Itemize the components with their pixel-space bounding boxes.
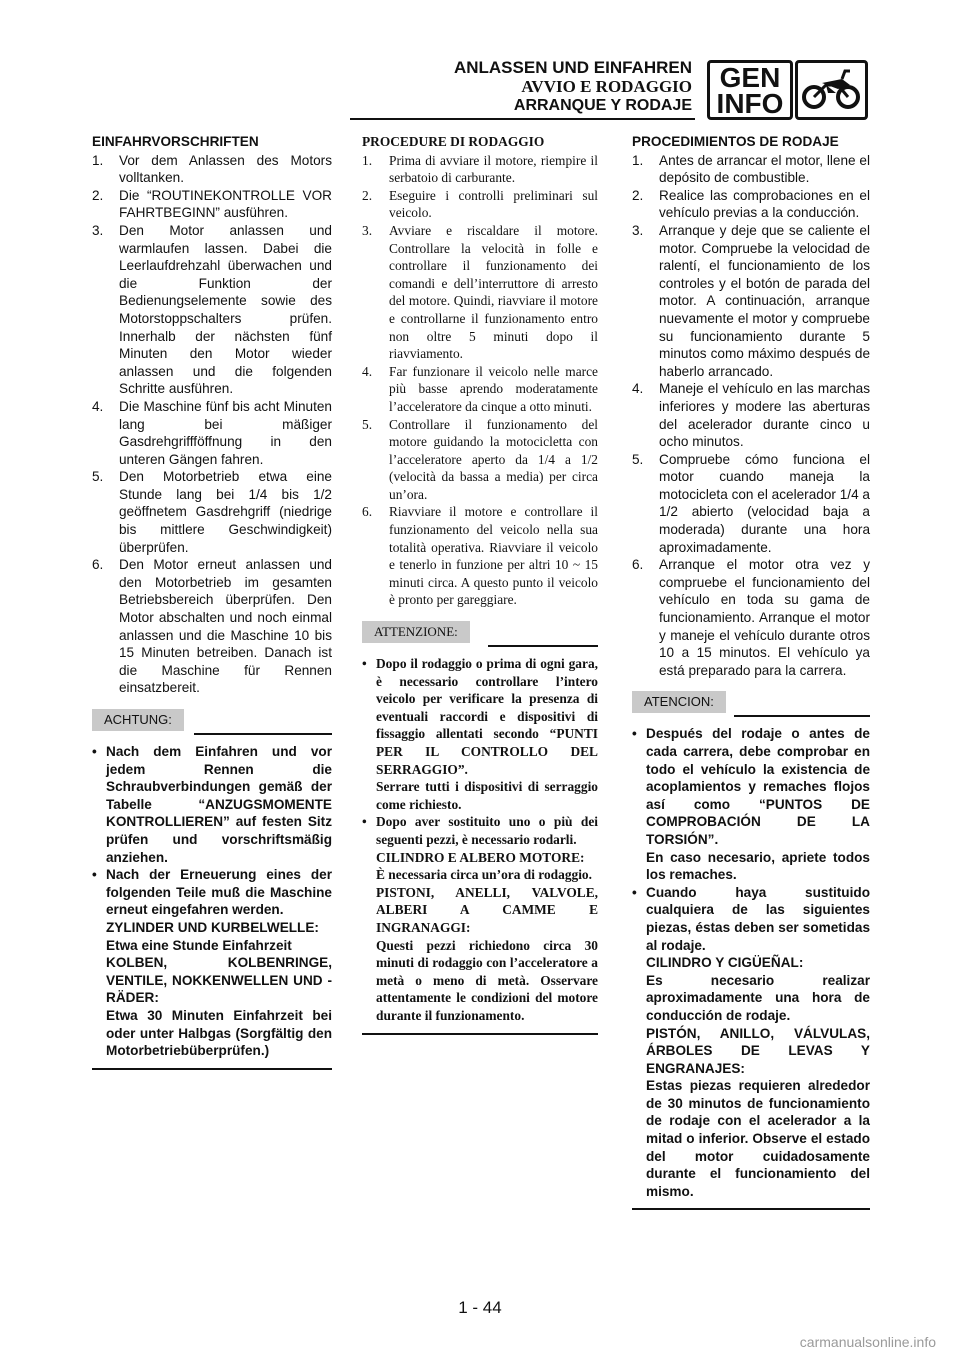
caution-rule (488, 645, 598, 647)
section-title-de: ANLASSEN UND EINFAHREN (453, 58, 692, 77)
caution-end-rule (92, 1068, 332, 1070)
list-item: 4. Far funzionare il veicolo nelle marce più basse aprendo moderatamente l’acceleratore da cinque a otto minuti. (362, 363, 598, 414)
procedure-steps (632, 152, 870, 680)
list-item: 1. Vor dem Anlassen des Motors volltanken. (92, 152, 332, 186)
caution-end-rule (362, 1033, 598, 1035)
list-item: 1. Antes de arrancar el motor, llene el depósito de combustible. (632, 152, 870, 186)
caution-rule (734, 715, 870, 717)
list-item: 1. Prima di avviare il motore, riempire il serbatoio di carburante. (362, 152, 598, 186)
list-item: 4. Die Maschine fünf bis acht Minuten lang bei mäßiger Gasdrehgriffföffnung in den unteren Gängen fahren. (92, 398, 332, 467)
list-item: 6. Den Motor erneut anlassen und den Motorbetrieb im gesamten Betriebsbereich überprüfen. Den Motor abschalten und noch einmal anlassen und die Maschine 10 bis 15 Minuten betreiben. Danach ist die Maschine für Rennen einsatzbereit. (92, 557, 332, 696)
motorcycle-icon (798, 63, 865, 117)
list-item: 5. Controllare il funzionamento del motore guidando la motocicletta con l’acceleratore aperto da 1/4 a 1/2 (velocità da bassa a media) per circa un’ora. (362, 416, 598, 502)
list-item: 2. Realice las comprobaciones en el vehículo previas a la conducción. (632, 187, 870, 221)
column-italian (362, 133, 598, 1035)
procedure-title: PROCEDURE DI RODAGGIO (362, 134, 545, 149)
list-item: 5. Compruebe cómo funciona el motor cuando maneja la motocicleta con el acelerador 1/4 a 1/2 abierto (velocidad baja a moderada) durante una hora aproximadamente. (632, 451, 870, 555)
caution-list (632, 725, 870, 1200)
list-item: 3. Avviare e riscaldare il motore. Controllare la velocità in folle e controllare il funzionamento dei comandi e dell’interruttore di arresto del motore. Quindi, riavviare il motore e controllarne il funzionamento entro non oltre 5 minuti dopo il riavviamento. (362, 222, 598, 362)
list-item: 4. Maneje el vehículo en las marchas inferiores y modere las aberturas del acelerador durante cinco u ocho minutos. (632, 381, 870, 450)
list-item: • Dopo aver sostituito uno o più dei seguenti pezzi, è necessario rodarli. CILINDRO E ALBERO MOTORE: È necessaria circa un’ora di rodaggio. PISTONI, ANELLI, VALVOLE, ALBERI A CAMME E INGRANAGGI: Questi pezzi richiedono circa 30 minuti di rodaggio con l’acceleratore a metà o meno di metà. Osservare attentamente le condizioni del motore durante il funzionamento. (362, 813, 598, 1024)
procedure-title: PROCEDIMIENTOS DE RODAJE (632, 134, 839, 149)
motorcycle-icon-box (795, 60, 868, 120)
section-titles (454, 58, 692, 115)
list-item: 2. Eseguire i controlli preliminari sul veicolo. (362, 187, 598, 221)
list-item: • Nach dem Einfahren und vor jedem Rennen die Schraubverbindungen gemäß der Tabelle “ANZUGSMOMENTE KONTROLLIEREN” auf festen Sitz prüfen und vorschriftsmäßig anziehen. (92, 743, 332, 866)
caution-header (632, 691, 870, 717)
list-item: • Dopo il rodaggio o prima di ogni gara, è necessario controllare l’intero veicolo per verificare la presenza di eventuali raccordi e dispositivi di fissaggio allentati secondo “PUNTI PER IL CONTROLLO DEL SERRAGGIO”. Serrare tutti i dispositivi di serraggio come richiesto. (362, 655, 598, 813)
caution-rule (194, 733, 332, 735)
gen-info-badge (707, 60, 793, 120)
caution-header (362, 621, 598, 647)
page-number: 1 - 44 (458, 1298, 502, 1317)
section-title-it: AVVIO E RODAGGIO (521, 77, 692, 96)
caution-list (362, 655, 598, 1024)
caution-end-rule (632, 1208, 870, 1210)
procedure-steps (362, 152, 598, 609)
header-rule (350, 118, 695, 120)
list-item: 6. Riavviare il motore e controllare il funzionamento del veicolo nella sua totalità operativa. Riavviare il veicolo e tenerlo in funzione per altri 10 ~ 15 minuti circa. A questo punto il veicolo è pronto per gareggiare. (362, 504, 598, 608)
list-item: 3. Arranque y deje que se caliente el motor. Compruebe la velocidad de ralentí, el funcionamiento de los controles y el botón de parada del motor. A continuación, arranque nuevamente el motor y compruebe su funcionamiento durante 5 minutos como máximo después de haberlo arrancado. (632, 222, 870, 379)
caution-badge: ATENCION: (632, 691, 726, 713)
list-item: • Cuando haya sustituido cualquiera de las siguientes piezas, éstas deben ser sometidas al rodaje. CILINDRO Y CIGÜEÑAL: Es necesario realizar aproximadamente una hora de conducción de rodaje. PISTÓN, ANILLO, VÁLVULAS, ÁRBOLES DE LEVAS Y ENGRANAJES: Estas piezas requieren alrededor de 30 minutos de funcionamiento de rodaje con el acelerador a la mitad o inferior. Observe el estado del motor cuidadosamente durante el funcionamiento del mismo. (632, 884, 870, 1201)
list-item: • Después del rodaje o antes de cada carrera, debe comprobar en todo el vehículo la existencia de acoplamientos y remaches flojos así como “PUNTOS DE COMPROBACIÓN DE LA TORSIÓN”. En caso necesario, apriete todos los remaches. (632, 725, 870, 883)
list-item: 6. Arranque el motor otra vez y compruebe el funcionamiento del vehículo en toda su gama de funcionamiento. Arranque el motor y maneje el vehículo durante otros 10 a 15 minutos. El vehículo ya está preparado para la carrera. (632, 557, 870, 678)
watermark: carmanualsonline.info (799, 1334, 936, 1350)
procedure-steps (92, 152, 332, 697)
section-title-es: ARRANQUE Y RODAJE (513, 97, 692, 114)
column-spanish (632, 133, 870, 1210)
list-item: • Nach der Erneuerung eines der folgenden Teile muß die Maschine erneut eingefahren werden. ZYLINDER UND KURBELWELLE: Etwa eine Stunde Einfahrzeit KOLBEN, KOLBENRINGE, VENTILE, NOKKENWELLEN UND -RÄDER: Etwa 30 Minuten Einfahrzeit bei oder unter Halbgas (Sorgfältig den Motorbetriebüberprüfen.) (92, 866, 332, 1060)
gen-label: GEN (719, 62, 781, 93)
caution-badge: ACHTUNG: (92, 709, 184, 731)
info-label: INFO (716, 88, 784, 119)
column-german (92, 133, 332, 1070)
procedure-title: EINFAHRVORSCHRIFTEN (92, 134, 259, 149)
caution-list (92, 743, 332, 1060)
list-item: 2. Die “ROUTINEKONTROLLE VOR FAHRTBEGINN” ausführen. (92, 187, 332, 221)
caution-badge: ATTENZIONE: (362, 621, 470, 643)
list-item: 3. Den Motor anlassen und warmlaufen lassen. Dabei die Leerlaufdrehzahl überwachen und die Funktion der Bedienungselemente sowie des Motorstoppschalters prüfen. Innerhalb der nächsten fünf Minuten den Motor wieder anlassen und die folgenden Schritte ausführen. (92, 222, 332, 397)
list-item: 5. Den Motorbetrieb etwa eine Stunde lang bei 1/4 bis 1/2 geöffnetem Gasdrehgriff (niedrige bis mittlere Geschwindigkeit) überprüfen. (92, 469, 332, 555)
caution-header (92, 709, 332, 735)
